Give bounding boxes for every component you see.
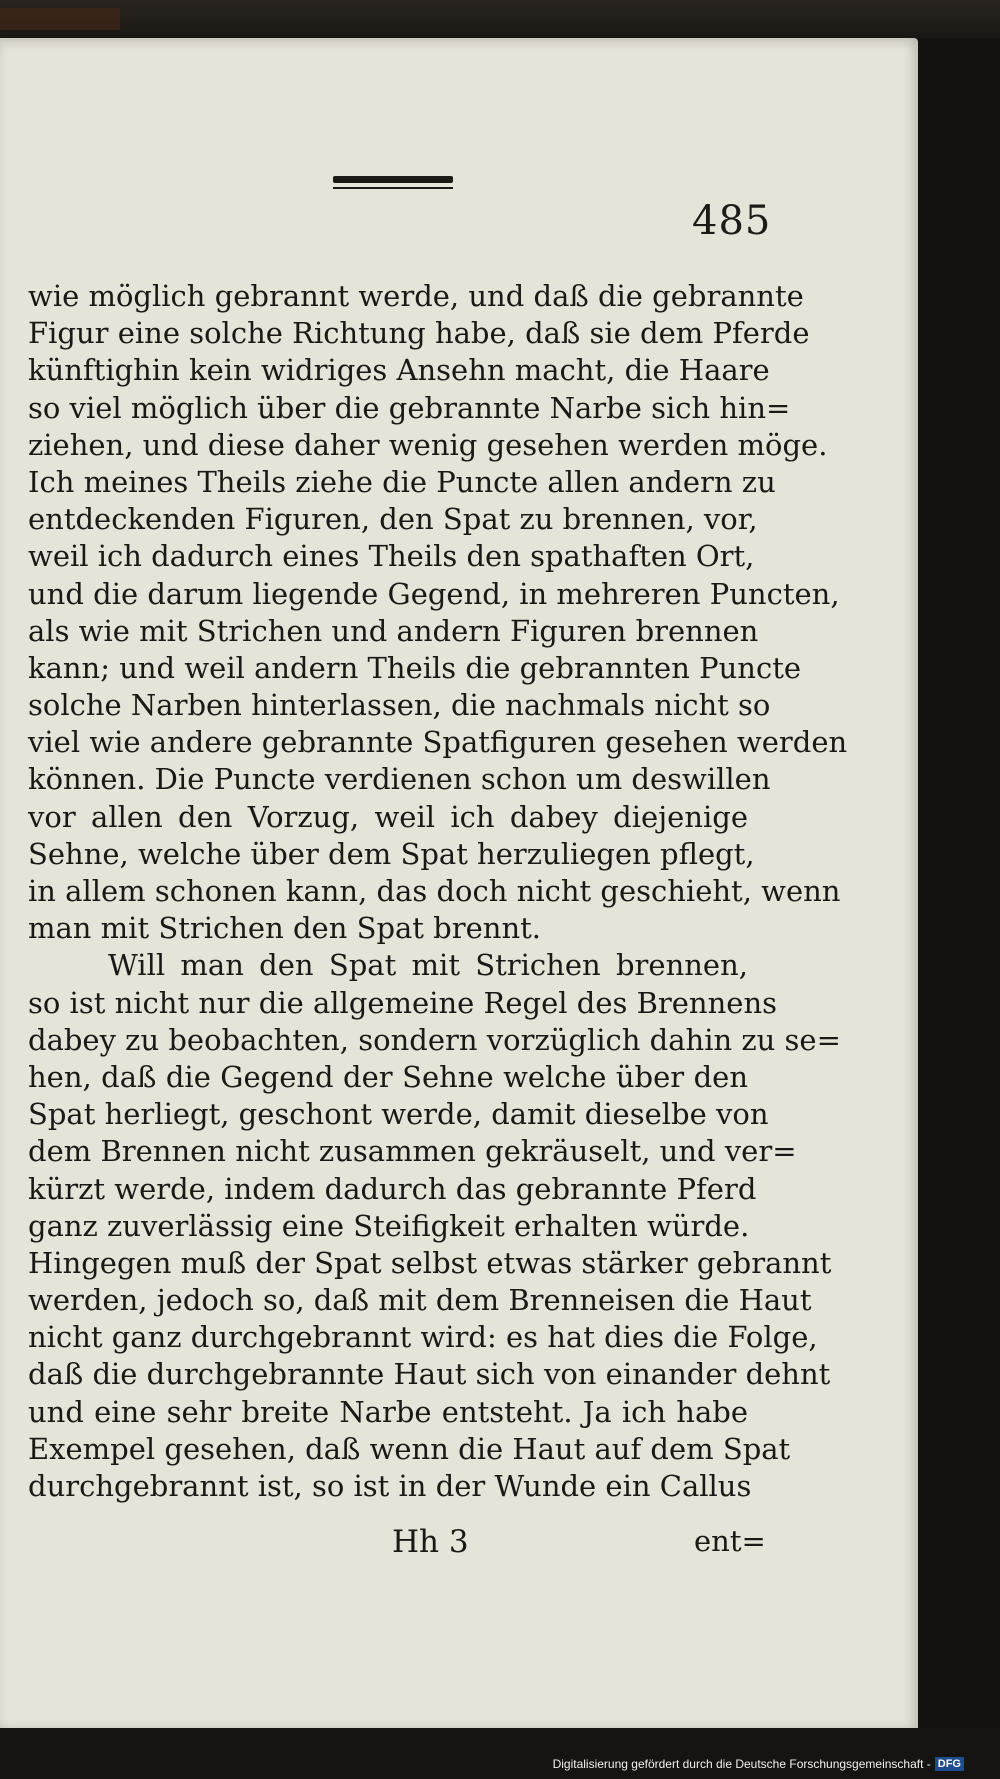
text-line: vor allen den Vorzug, weil ich dabey diejenige [28, 799, 748, 834]
text-line: Figur eine solche Richtung habe, daß sie dem Pferde [28, 316, 810, 351]
book-page [0, 38, 918, 1728]
text-line: kürzt werde, indem dadurch das gebrannte Pferd [28, 1171, 757, 1206]
credit-text: Digitalisierung gefördert durch die Deutsche Forschungsgemeinschaft - [552, 1757, 931, 1771]
body-text [28, 278, 848, 1505]
header-rule-thick [333, 176, 453, 183]
text-line: Spat herliegt, geschont werde, damit dieselbe von [28, 1097, 769, 1132]
text-line: viel wie andere gebrannte Spatfiguren gesehen werden [28, 725, 848, 760]
text-line: und eine sehr breite Narbe entsteht. Ja ich habe [28, 1394, 748, 1429]
text-line: Hingegen muß der Spat selbst etwas stärker gebrannt [28, 1245, 832, 1280]
text-line: hen, daß die Gegend der Sehne welche über den [28, 1059, 748, 1094]
catchword: ent= [694, 1524, 766, 1558]
dfg-logo: DFG [935, 1757, 964, 1771]
text-line: werden, jedoch so, daß mit dem Brenneisen die Haut [28, 1283, 812, 1318]
text-line: künftighin kein widriges Ansehn macht, die Haare [28, 353, 770, 388]
text-line: als wie mit Strichen und andern Figuren brennen [28, 613, 759, 648]
scan-edge-band [0, 8, 120, 30]
text-line: dem Brennen nicht zusammen gekräuselt, und ver= [28, 1134, 797, 1169]
text-line: kann; und weil andern Theils die gebrannten Puncte [28, 650, 802, 685]
text-line: wie möglich gebrannt werde, und daß die gebrannte [28, 279, 804, 313]
scan-top-edge [0, 0, 1000, 38]
signature-mark: Hh 3 [392, 1524, 469, 1560]
scan-bottom-edge [0, 1728, 1000, 1779]
text-line: Exempel gesehen, daß wenn die Haut auf dem Spat [28, 1431, 791, 1466]
text-line: entdeckenden Figuren, den Spat zu brennen, vor, [28, 502, 758, 537]
digitization-credit [553, 1757, 964, 1771]
text-line: Will man den Spat mit Strichen brennen, [108, 948, 748, 983]
text-line: in allem schonen kann, das doch nicht geschieht, wenn [28, 874, 841, 908]
text-line: Ich meines Theils ziehe die Puncte allen andern zu [28, 464, 776, 499]
text-line: so ist nicht nur die allgemeine Regel des Brennens [28, 985, 778, 1020]
text-line: durchgebrannt ist, so ist in der Wunde ein Callus [28, 1469, 752, 1503]
header-ornament-rule [333, 176, 453, 189]
header-rule-thin [333, 187, 453, 189]
page-number: 485 [692, 198, 772, 244]
text-line: ziehen, und diese daher wenig gesehen werden möge. [28, 427, 828, 462]
text-line: nicht ganz durchgebrannt wird: es hat dies die Folge, [28, 1320, 818, 1355]
text-line: dabey zu beobachten, sondern vorzüglich dahin zu se= [28, 1022, 841, 1057]
text-line: und die darum liegende Gegend, in mehreren Puncten, [28, 576, 840, 611]
text-line: so viel möglich über die gebrannte Narbe sich hin= [28, 390, 791, 425]
text-line: Sehne, welche über dem Spat herzuliegen pflegt, [28, 836, 755, 871]
text-line: daß die durchgebrannte Haut sich von einander dehnt [28, 1357, 831, 1392]
text-line: können. Die Puncte verdienen schon um deswillen [28, 762, 771, 797]
text-line: ganz zuverlässig eine Steifigkeit erhalten würde. [28, 1208, 750, 1243]
text-line: weil ich dadurch eines Theils den spathaften Ort, [28, 539, 755, 574]
text-line: man mit Strichen den Spat brennt. [28, 911, 541, 946]
text-line: solche Narben hinterlassen, die nachmals nicht so [28, 688, 771, 723]
